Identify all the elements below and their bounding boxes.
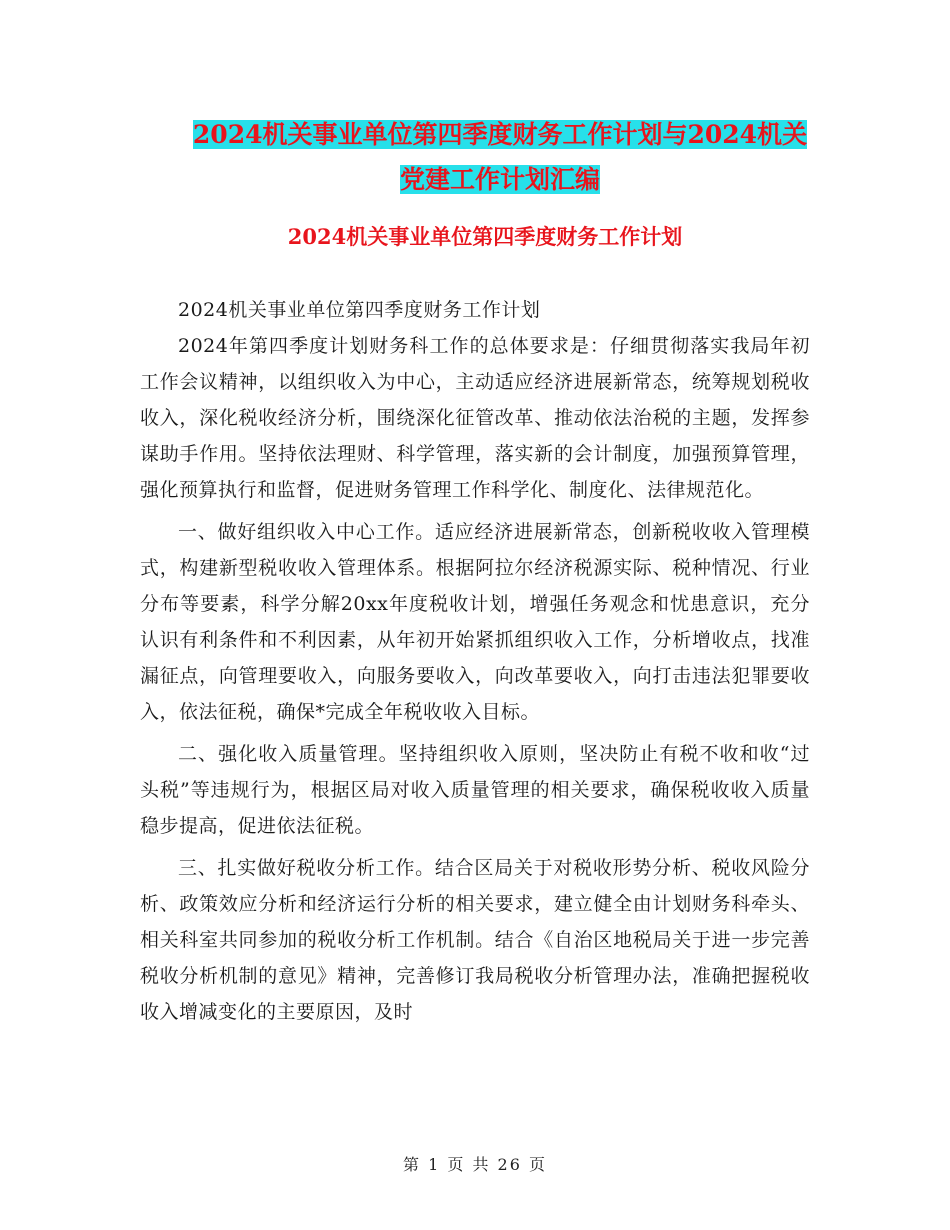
paragraph: 二、强化收入质量管理。坚持组织收入原则，坚决防止有税不收和收“过头税”等违规行为，根据区局对收入质量管理的相关要求，确保税收收入质量稳步提高，促进依法征税。 <box>140 743 810 837</box>
page-footer: 第 1 页 共 26 页 <box>403 1155 547 1174</box>
paragraph: 三、扎实做好税收分析工作。结合区局关于对税收形势分析、税收风险分析、政策效应分析和经济运行分析的相关要求，建立健全由计划财务科牵头、相关科室共同参加的税收分析工作机制。结合《自治区地税局关于进一步完善税收分析机制的意见》精神，完善修订我局税收分析管理办法，准确把握税收收入增减变化的主要原因，及时 <box>140 857 810 1023</box>
section-title: 2024机关事业单位第四季度财务工作计划 <box>287 224 683 249</box>
paragraph: 一、做好组织收入中心工作。适应经济进展新常态，创新税收收入管理模式，构建新型税收收入管理体系。根据阿拉尔经济税源实际、税种情况、行业分布等要素，科学分解20xx年度税收计划，增强任务观念和忧患意识，充分认识有利条件和不利因素，从年初开始紧抓组织收入工作，分析增收点，找准漏征点，向管理要收入，向服务要收入，向改革要收入，向打击违法犯罪要收入，依法征税，确保*完成全年税收收入目标。 <box>140 521 810 723</box>
document-main-title <box>140 112 860 202</box>
document-body <box>140 292 810 1030</box>
main-title-line-2: 党建工作计划汇编 <box>399 165 600 194</box>
paragraph: 2024机关事业单位第四季度财务工作计划 <box>178 299 541 321</box>
main-title-line-1: 2024机关事业单位第四季度财务工作计划与2024机关 <box>192 120 808 149</box>
paragraph: 2024年第四季度计划财务科工作的总体要求是：仔细贯彻落实我局年初工作会议精神，以组织收入为中心，主动适应经济进展新常态，统筹规划税收收入，深化税收经济分析，围绕深化征管改革、推动依法治税的主题，发挥参谋助手作用。坚持依法理财、科学管理，落实新的会计制度，加强预算管理，强化预算执行和监督，促进财务管理工作科学化、制度化、法律规范化。 <box>140 335 810 501</box>
